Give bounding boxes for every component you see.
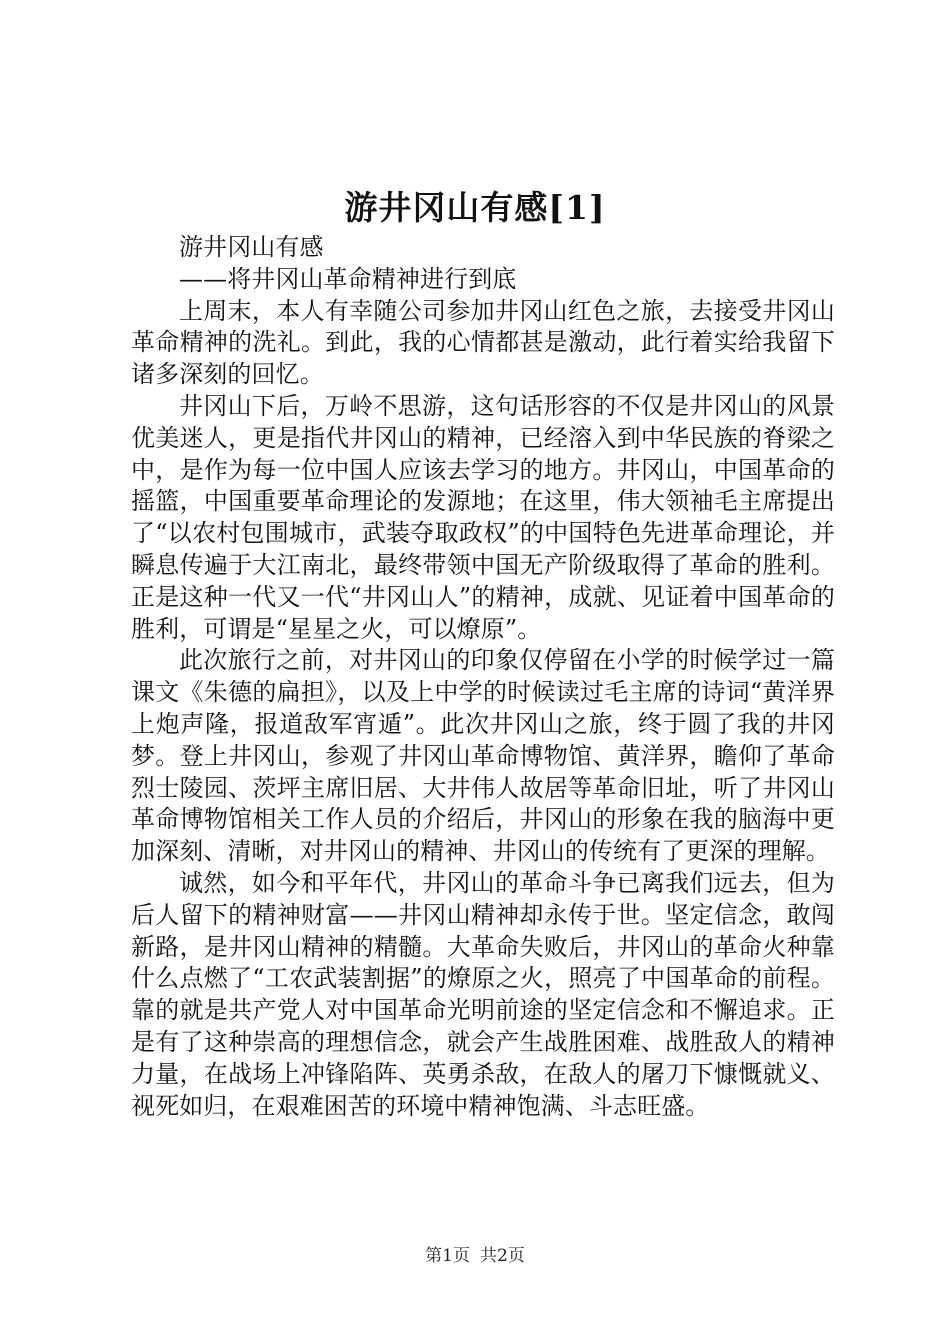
page-total: 共2页 xyxy=(480,1246,525,1266)
paragraph-3: 此次旅行之前，对井冈山的印象仅停留在小学的时候学过一篇课文《朱德的扁担》，以及上中学的时候读过毛主席的诗词“黄洋界上炮声隆，报道敌军宵遁”。此次井冈山之旅，终于圆了我的井冈梦。登上井冈山，参观了井冈山革命博物馆、黄洋界，瞻仰了革命烈士陵园、茨坪主席旧居、大井伟人故居等革命旧址，听了井冈山革命博物馆相关工作人员的介绍后，井冈山的形象在我的脑海中更加深刻、清晰，对井冈山的精神、井冈山的传统有了更深的理解。 xyxy=(131,646,835,866)
page-footer xyxy=(0,1244,950,1268)
paragraph-2: 井冈山下后，万岭不思游，这句话形容的不仅是井冈山的风景优美迷人，更是指代井冈山的精神，已经溶入到中华民族的脊梁之中，是作为每一位中国人应该去学习的地方。井冈山，中国革命的摇篮，中国重要革命理论的发源地；在这里，伟大领袖毛主席提出了“以农村包围城市，武装夺取政权”的中国特色先进革命理论，并瞬息传遍于大江南北，最终带领中国无产阶级取得了革命的胜利。正是这种一代又一代“井冈山人”的精神，成就、见证着中国革命的胜利，可谓是“星星之火，可以燎原”。 xyxy=(131,391,835,643)
document-title: 游井冈山有感[1] xyxy=(344,188,606,227)
page-number: 第1页 xyxy=(425,1246,470,1266)
document-body xyxy=(131,232,835,1122)
subtitle-line: 游井冈山有感 xyxy=(179,233,324,261)
paragraph-4: 诚然，如今和平年代，井冈山的革命斗争已离我们远去，但为后人留下的精神财富——井冈山精神却永传于世。坚定信念，敢闯新路，是井冈山精神的精髓。大革命失败后，井冈山的革命火种靠什么点燃了“工农武装割据”的燎原之火，照亮了中国革命的前程。靠的就是共产党人对中国革命光明前途的坚定信念和不懈追求。正是有了这种崇高的理想信念，就会产生战胜困难、战胜敌人的精神力量，在战场上冲锋陷阵、英勇杀敌，在敌人的屠刀下慷慨就义、视死如归，在艰难困苦的环境中精神饱满、斗志旺盛。 xyxy=(131,868,835,1120)
subtitle-dash-line: ——将井冈山革命精神进行到底 xyxy=(179,264,517,293)
paragraph-1: 上周末，本人有幸随公司参加井冈山红色之旅，去接受井冈山革命精神的洗礼。到此，我的心情都甚是激动，此行着实给我留下诸多深刻的回忆。 xyxy=(131,296,835,389)
